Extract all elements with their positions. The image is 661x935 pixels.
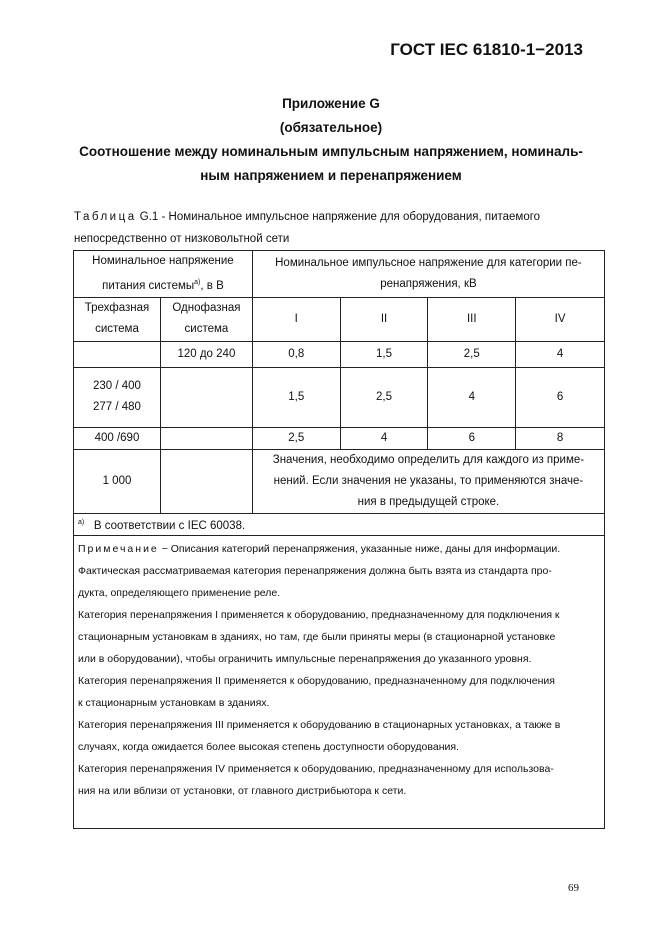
note-line: Категория перенапряжения III применяется к оборудованию в стационарных установках, а также в: [78, 718, 561, 731]
table-subheader-row: [74, 297, 605, 341]
annex-heading-line-1: Соотношение между номинальным импульсным напряжением, номиналь-: [79, 144, 583, 159]
three-phase-header: Трехфазная система: [74, 297, 161, 341]
table-caption-label: Таблица: [74, 211, 137, 223]
value-cell: 0,8: [252, 341, 340, 367]
page-number: 69: [568, 882, 579, 894]
table-row: [74, 427, 605, 449]
annex-status: (обязательное): [279, 120, 383, 135]
value-cell: 4: [340, 427, 428, 449]
annex-heading-line-2: ным напряжением и перенапряжением: [200, 168, 462, 183]
note-line: случаях, когда ожидается более высокая степень доступности оборудования.: [78, 740, 459, 753]
value-cell: 8: [516, 427, 605, 449]
table-footnote: $^{а)}$ В соответствии с IEC 60038.: [74, 513, 605, 535]
nominal-voltage-header: Номинальное напряжение питания системы$^{а)}$, в В: [74, 251, 253, 298]
value-cell: 2,5: [340, 367, 428, 427]
table-footnote-row: [74, 513, 605, 535]
table-note: Примечание − Описания категорий перенапряжения, указанные ниже, даны для информации. Фактическая рассматриваемая категория перенапряжения должна быть взята из стандарта про- дукта, определяющего применение реле. Категория перенапряжения I применяется к оборудованию, предназначенному для подключения к стационарным установкам в зданиях, но там, где были приняты меры (в стационарной установке или в оборудовании), чтобы ограничить импульсные перенапряжения до указанного уровня. Категория перенапряжения II применяется к оборудованию, предназначенному для подключения к стационарным установкам в зданиях. Категория перенапряжения III применяется к оборудованию в стационарных установках, а также в случаях, когда ожидается более высокая степень доступности оборудования. Категория перенапряжения IV применяется к оборудованию, предназначенному для использова- ния на или вблизи от установки, от главного дистрибьютора к сети.: [74, 535, 605, 828]
note-line: или в оборудовании), чтобы ограничить импульсные перенапряжения до указанного уровня.: [78, 652, 532, 665]
value-cell: 1,5: [340, 341, 428, 367]
single-phase-header: Однофазная система: [160, 297, 252, 341]
three-phase-cell: 1 000: [74, 449, 161, 513]
single-phase-cell: [160, 367, 252, 427]
note-label: Примечание: [78, 542, 159, 555]
table-caption-text-1: G.1 - Номинальное импульсное напряжение для оборудования, питаемого: [136, 211, 541, 223]
table-note-row: [74, 535, 605, 828]
annex-title-block: [70, 92, 592, 188]
note-line: Категория перенапряжения IV применяется к оборудованию, предназначенному для использова-: [78, 762, 554, 775]
value-cell: 6: [428, 427, 516, 449]
three-phase-cell: [74, 341, 161, 367]
note-line: стационарным установкам в зданиях, но там, где были приняты меры (в стационарной установке: [78, 630, 556, 643]
category-header: II: [340, 297, 428, 341]
single-phase-cell: [160, 449, 252, 513]
values-note-cell: Значения, необходимо определить для каждого из приме- нений. Если значения не указаны, то применяются значе- ния в предыдущей строке.: [252, 449, 604, 513]
category-header: IV: [516, 297, 605, 341]
note-line: дукта, определяющего применение реле.: [78, 586, 281, 599]
three-phase-cell: 400 /690: [74, 427, 161, 449]
table-caption-text-2: непосредственно от низковольтной сети: [74, 233, 290, 245]
standard-designation: ГОСТ IEC 61810-1−2013: [390, 40, 583, 59]
three-phase-cell: 230 / 400 277 / 480: [74, 367, 161, 427]
value-cell: 2,5: [252, 427, 340, 449]
value-cell: 4: [516, 341, 605, 367]
category-header: I: [252, 297, 340, 341]
value-cell: 6: [516, 367, 605, 427]
table-header-row: [74, 251, 605, 298]
note-line: ния на или вблизи от установки, от главного дистрибьютора к сети.: [78, 784, 407, 797]
annex-title: Приложение G: [282, 96, 380, 111]
single-phase-cell: 120 до 240: [160, 341, 252, 367]
note-line: Категория перенапряжения II применяется к оборудованию, предназначенному для подключения: [78, 674, 555, 687]
voltage-table: [73, 250, 605, 829]
value-cell: 4: [428, 367, 516, 427]
note-line: Категория перенапряжения I применяется к оборудованию, предназначенному для подключения к: [78, 608, 560, 621]
table-row: [74, 449, 605, 513]
category-header: III: [428, 297, 516, 341]
table-caption: [74, 206, 594, 250]
value-cell: 2,5: [428, 341, 516, 367]
note-line: Фактическая рассматриваемая категория перенапряжения должна быть взята из стандарта про-: [78, 564, 552, 577]
impulse-voltage-header: Номинальное импульсное напряжение для категории пе- ренапряжения, кВ: [252, 251, 604, 298]
table-row: [74, 341, 605, 367]
single-phase-cell: [160, 427, 252, 449]
note-line: к стационарным установкам в зданиях.: [78, 696, 270, 709]
table-row: [74, 367, 605, 427]
value-cell: 1,5: [252, 367, 340, 427]
